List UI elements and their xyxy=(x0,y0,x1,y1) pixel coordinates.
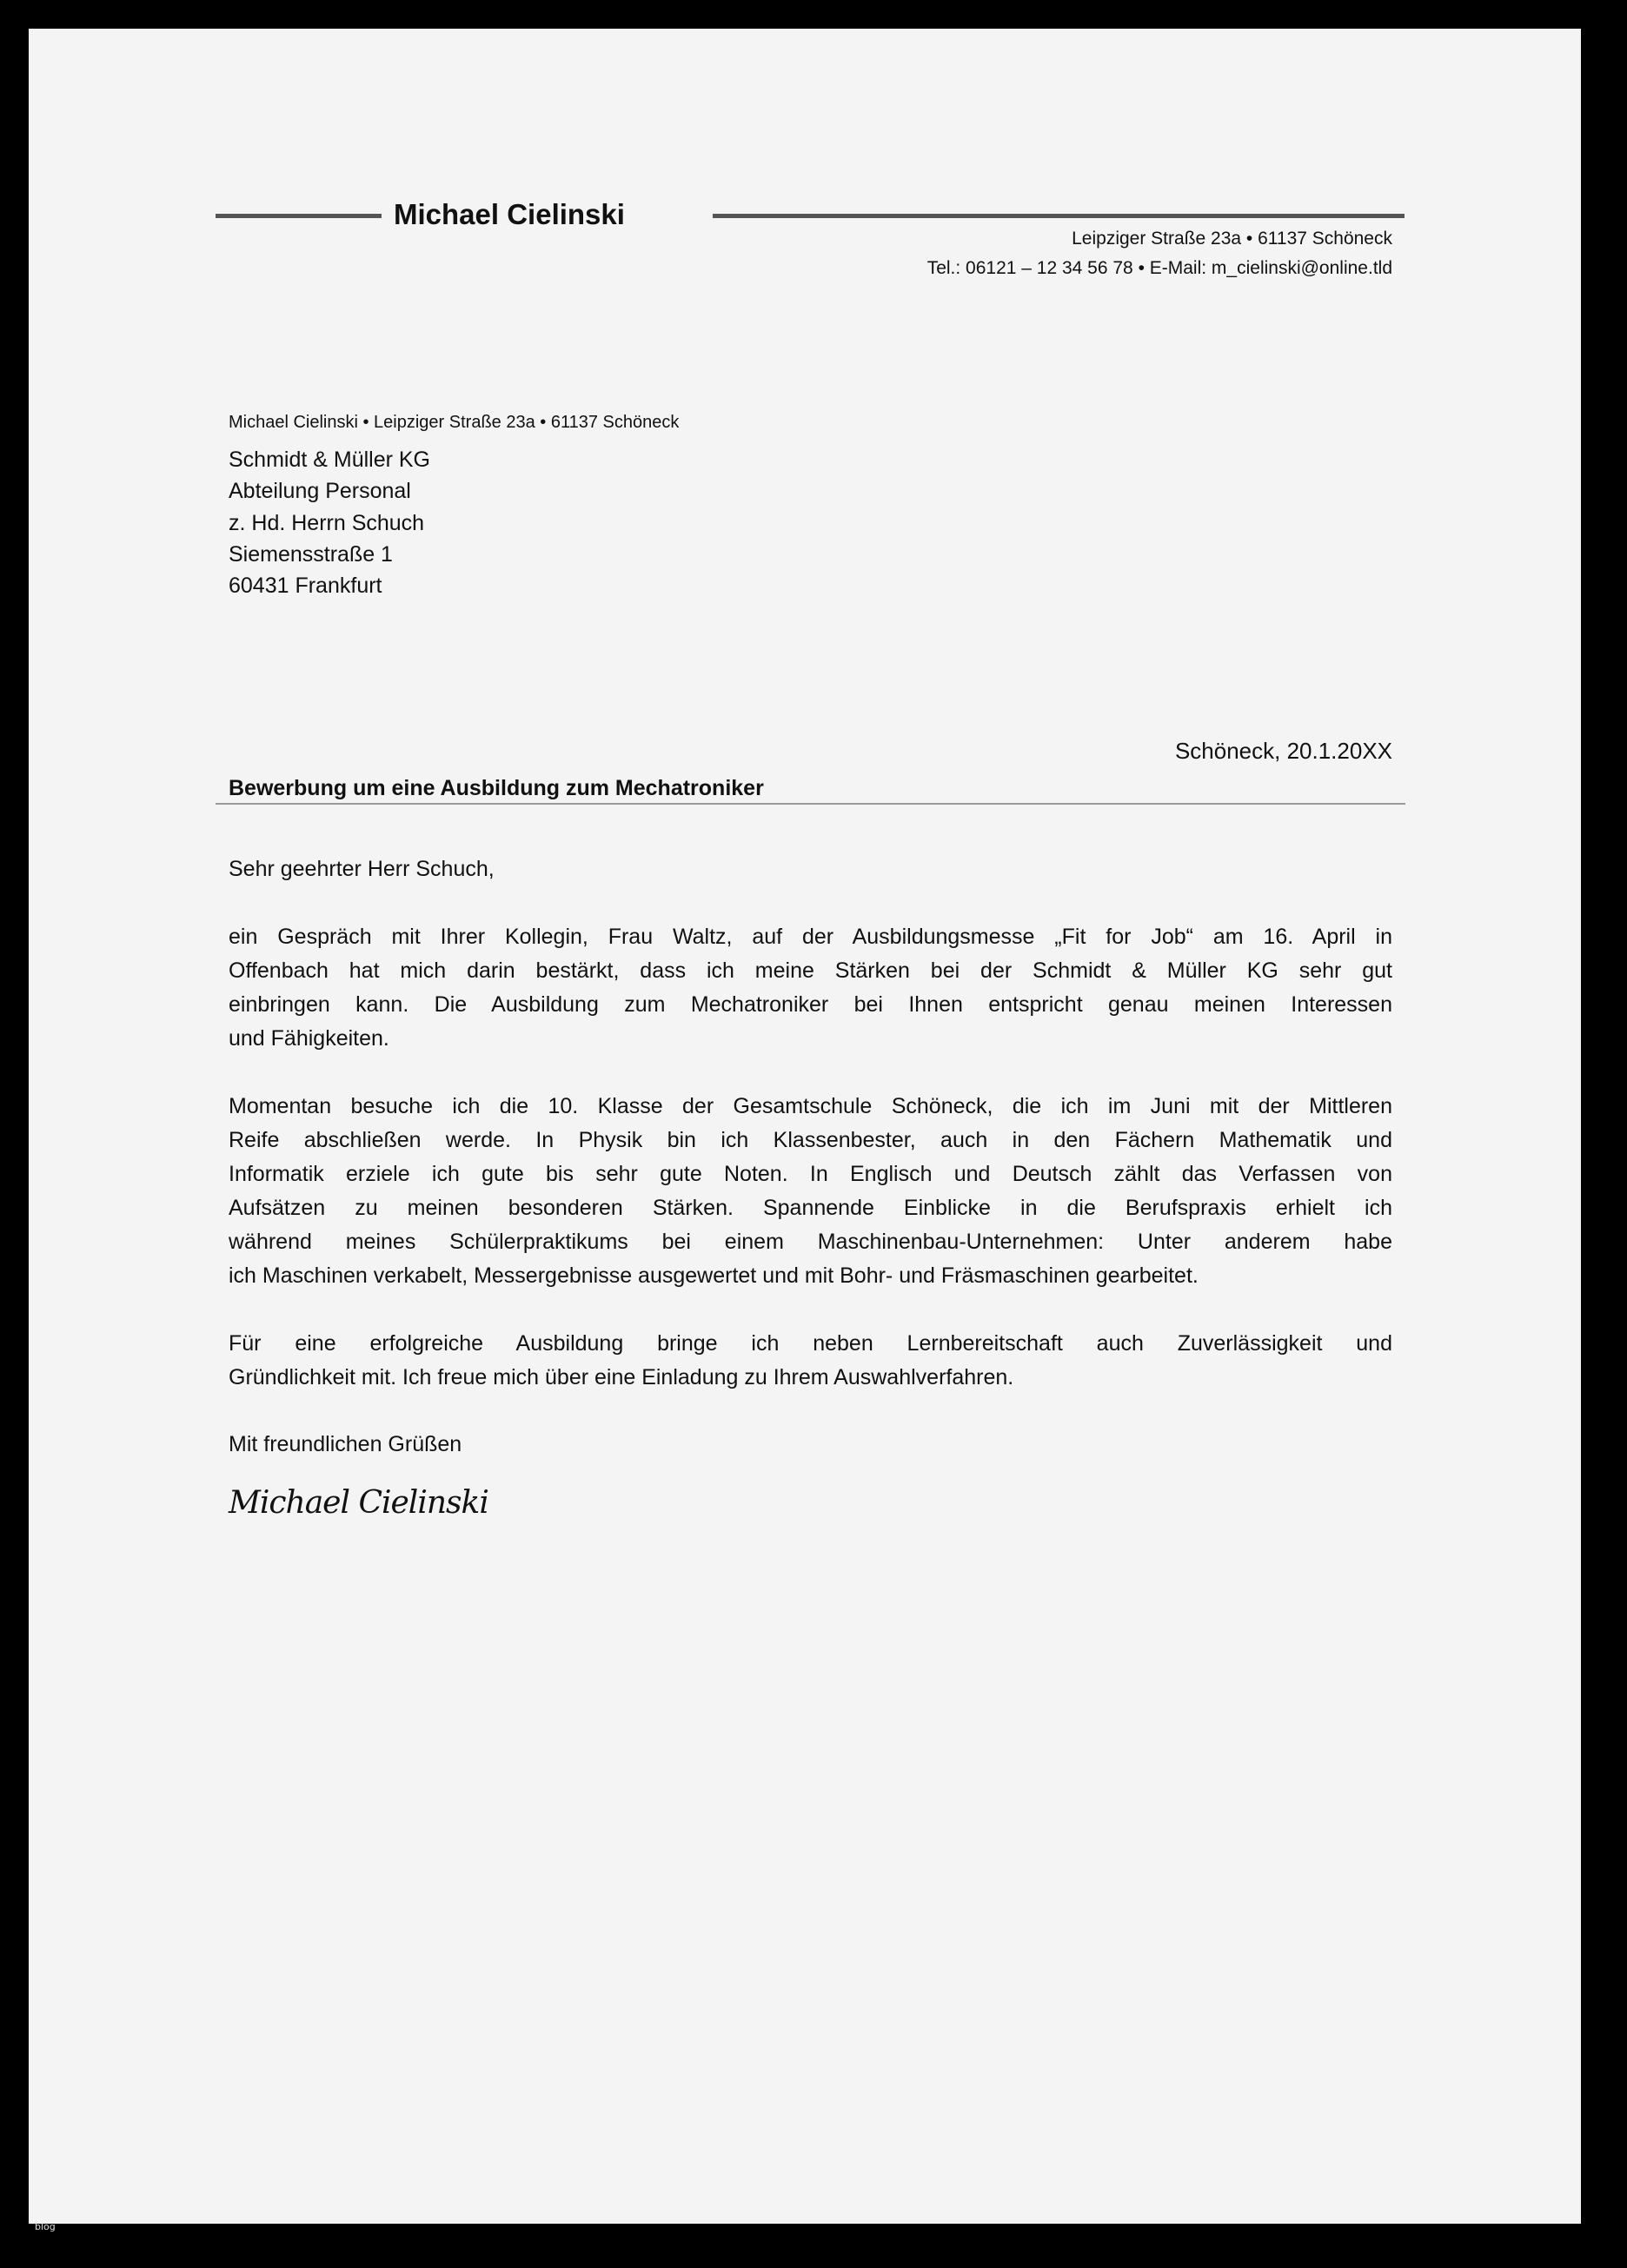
recipient-line: Schmidt & Müller KG xyxy=(229,448,431,472)
paragraph-line: Gründlichkeit mit. Ich freue mich über eine Einladung zu Ihrem Auswahlverfahren. xyxy=(229,1365,1014,1389)
sender-contact-block xyxy=(782,224,1392,283)
paragraph-line: Reife abschließen werde. In Physik bin ich Klassenbester, auch in den Fächern Mathematik und xyxy=(229,1128,1392,1152)
paragraph-line: während meines Schülerpraktikums bei einem Maschinenbau-Unternehmen: Unter anderem habe xyxy=(229,1230,1392,1254)
recipient-line: z. Hd. Herrn Schuch xyxy=(229,510,425,535)
paragraph-line: Für eine erfolgreiche Ausbildung bringe ich neben Lernbereitschaft auch Zuverlässigkeit und xyxy=(229,1331,1392,1356)
paragraph-line: Offenbach hat mich darin bestärkt, dass ich meine Stärken bei der Schmidt & Müller KG sehr gut xyxy=(229,958,1392,983)
paragraph-1 xyxy=(229,920,1392,1056)
return-address-line: Michael Cielinski • Leipziger Straße 23a • 61137 Schöneck xyxy=(229,413,680,432)
sender-name-heading: Michael Cielinski xyxy=(394,198,625,230)
sender-address: Leipziger Straße 23a • 61137 Schöneck xyxy=(1072,229,1392,249)
recipient-line: Abteilung Personal xyxy=(229,479,411,504)
paragraph-line: Momentan besuche ich die 10. Klasse der Gesamtschule Schöneck, die ich im Juni mit der Mittleren xyxy=(229,1094,1392,1118)
paragraph-line: ich Maschinen verkabelt, Messergebnisse ausgewertet und mit Bohr- und Fräsmaschinen gearbeitet. xyxy=(229,1263,1199,1288)
corner-label: blog xyxy=(35,2221,56,2232)
paragraph-line: Aufsätzen zu meinen besonderen Stärken. Spannende Einblicke in die Berufspraxis erhielt ich xyxy=(229,1196,1392,1220)
header-rule-left xyxy=(216,214,382,218)
paragraph-2 xyxy=(229,1090,1392,1293)
subject-line: Bewerbung um eine Ausbildung zum Mechatroniker xyxy=(229,776,764,800)
paragraph-3 xyxy=(229,1327,1392,1395)
paragraph-line: ein Gespräch mit Ihrer Kollegin, Frau Waltz, auf der Ausbildungsmesse „Fit for Job“ am 16. April in xyxy=(229,925,1392,949)
recipient-line: Siemensstraße 1 xyxy=(229,541,393,567)
recipient-address xyxy=(229,444,430,601)
paragraph-line: und Fähigkeiten. xyxy=(229,1026,389,1051)
signature: Michael Cielinski xyxy=(229,1485,488,1521)
subject-rule xyxy=(216,803,1405,805)
sender-phone-email: Tel.: 06121 – 12 34 56 78 • E-Mail: m_cielinski@online.tld xyxy=(926,258,1392,278)
letter-date: Schöneck, 20.1.20XX xyxy=(1174,738,1392,764)
paragraph-line: einbringen kann. Die Ausbildung zum Mechatroniker bei Ihnen entspricht genau meinen Interessen xyxy=(229,992,1392,1017)
salutation: Sehr geehrter Herr Schuch, xyxy=(229,857,495,881)
header-rule-right xyxy=(713,214,1405,218)
recipient-line: 60431 Frankfurt xyxy=(229,574,382,599)
paragraph-line: Informatik erziele ich gute bis sehr gute Noten. In Englisch und Deutsch zählt das Verfassen von xyxy=(229,1162,1392,1186)
closing: Mit freundlichen Grüßen xyxy=(229,1432,462,1456)
